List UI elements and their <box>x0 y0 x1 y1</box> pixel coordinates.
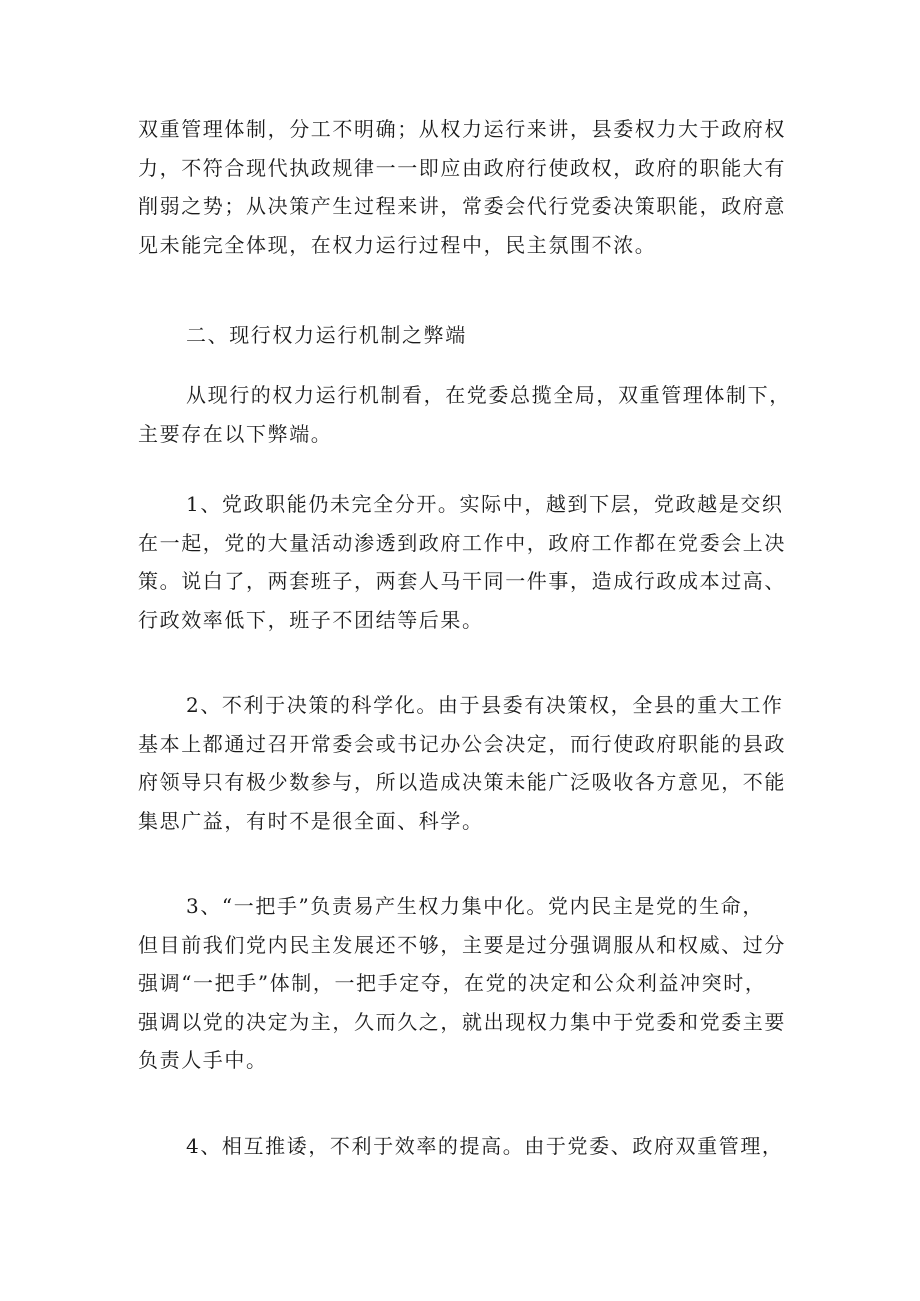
text-line: 府领导只有极少数参与，所以造成决策未能广泛吸收各方意见，不能 <box>138 770 786 794</box>
paragraph-point-4 <box>138 1127 798 1166</box>
text-line: 主要存在以下弊端。 <box>138 421 333 446</box>
text-line: 强调“一把手”体制，一把手定夺，在党的决定和公众利益冲突时， <box>138 971 767 995</box>
paragraph-overview <box>138 376 798 453</box>
paragraph-point-1 <box>138 485 798 639</box>
text-line: 强调以党的决定为主，久而久之，就出现权力集中于党委和党委主要 <box>138 1009 786 1034</box>
text-line: 2、不利于决策的科学化。由于县委有决策权，全县的重大工作 <box>186 693 784 717</box>
text-line: 基本上都通过召开常委会或书记办公会决定，而行使政府职能的县政 <box>138 731 786 756</box>
text-line: 策。说白了，两套班子，两套人马干同一件事，造成行政成本过高、 <box>138 569 786 593</box>
text-line: 3、“一把手”负责易产生权力集中化。党内民主是党的生命， <box>186 894 764 918</box>
paragraph-point-2 <box>138 686 798 840</box>
section-heading <box>138 316 798 355</box>
text-line: 在一起，党的大量活动渗透到政府工作中，政府工作都在党委会上决 <box>138 530 786 555</box>
text-line: 削弱之势；从决策产生过程来讲，常委会代行党委决策职能，政府意 <box>138 194 786 218</box>
text-line: 1、党政职能仍未完全分开。实际中，越到下层，党政越是交织 <box>186 492 784 516</box>
paragraph-point-3 <box>138 887 798 1080</box>
text-line: 从现行的权力运行机制看，在党委总揽全局，双重管理体制下， <box>186 383 791 407</box>
text-line: 但目前我们党内民主发展还不够，主要是过分强调服从和权威、过分 <box>138 932 786 957</box>
text-line: 集思广益，有时不是很全面、科学。 <box>138 808 484 833</box>
text-line: 双重管理体制，分工不明确；从权力运行来讲，县委权力大于政府权 <box>138 117 786 141</box>
text-line: 见未能完全体现，在权力运行过程中，民主氛围不浓。 <box>138 232 657 257</box>
text-line: 负责人手中。 <box>138 1048 268 1072</box>
text-line: 力，不符合现代执政规律一一即应由政府行使政权，政府的职能大有 <box>138 155 786 180</box>
text-line: 4、相互推诿，不利于效率的提高。由于党委、政府双重管理， <box>186 1134 784 1158</box>
paragraph-intro-continuation <box>138 110 798 264</box>
section-heading-text: 二、现行权力运行机制之弊端 <box>186 323 467 347</box>
text-line: 行政效率低下，班子不团结等后果。 <box>138 607 484 632</box>
